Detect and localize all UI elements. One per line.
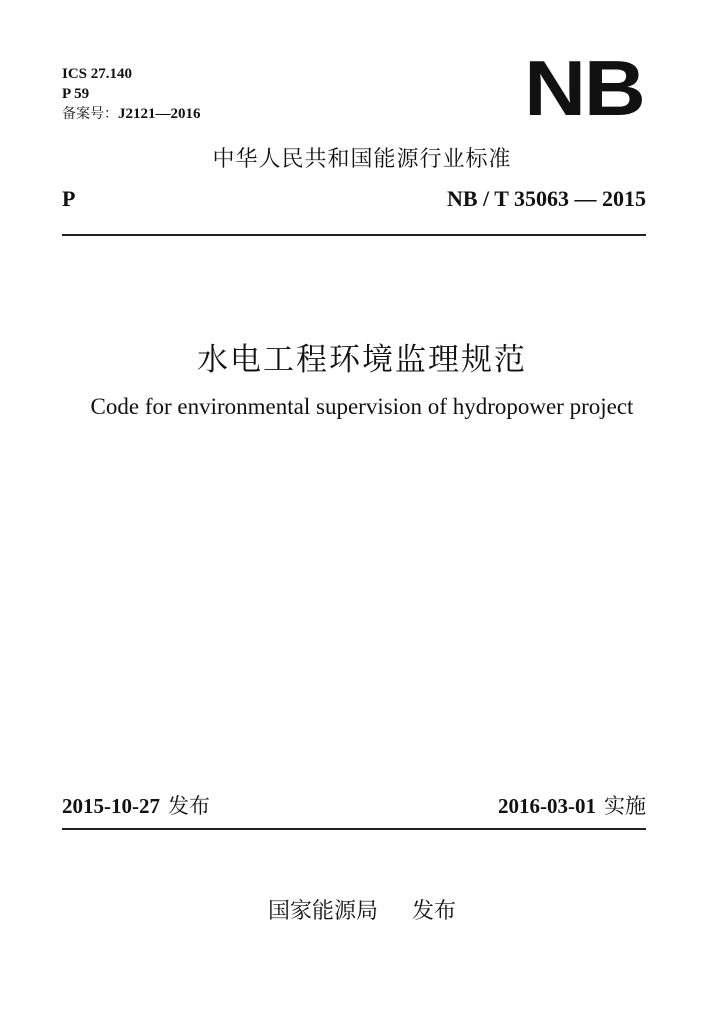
publisher-name: 国家能源局 <box>267 899 378 924</box>
bottom-divider <box>62 828 646 830</box>
record-number-line <box>62 104 201 124</box>
ics-code: ICS 27.140 <box>62 66 133 82</box>
effective-date-line <box>498 790 646 820</box>
nb-logo: NB <box>524 44 644 132</box>
category-code: P 59 <box>62 86 90 102</box>
effective-label: 实施 <box>604 794 646 818</box>
classification-letter: P <box>62 186 76 211</box>
header-codes <box>62 64 201 124</box>
publisher-line <box>0 894 724 925</box>
publisher-action: 发布 <box>412 899 457 924</box>
issue-label: 发布 <box>168 794 210 818</box>
record-number: J2121—2016 <box>118 106 201 122</box>
industry-standard-title: 中华人民共和国能源行业标准 <box>212 147 512 172</box>
issue-date-line <box>62 790 210 820</box>
record-label: 备案号： <box>62 106 118 122</box>
document-title-chinese: 水电工程环境监理规范 <box>197 342 527 378</box>
top-divider <box>62 234 646 236</box>
standard-number: NB / T 35063 — 2015 <box>446 186 646 211</box>
issue-date: 2015-10-27 <box>62 794 160 818</box>
effective-date: 2016-03-01 <box>498 794 596 818</box>
document-title-english: Code for environmental supervision of hydropower project <box>90 394 634 419</box>
